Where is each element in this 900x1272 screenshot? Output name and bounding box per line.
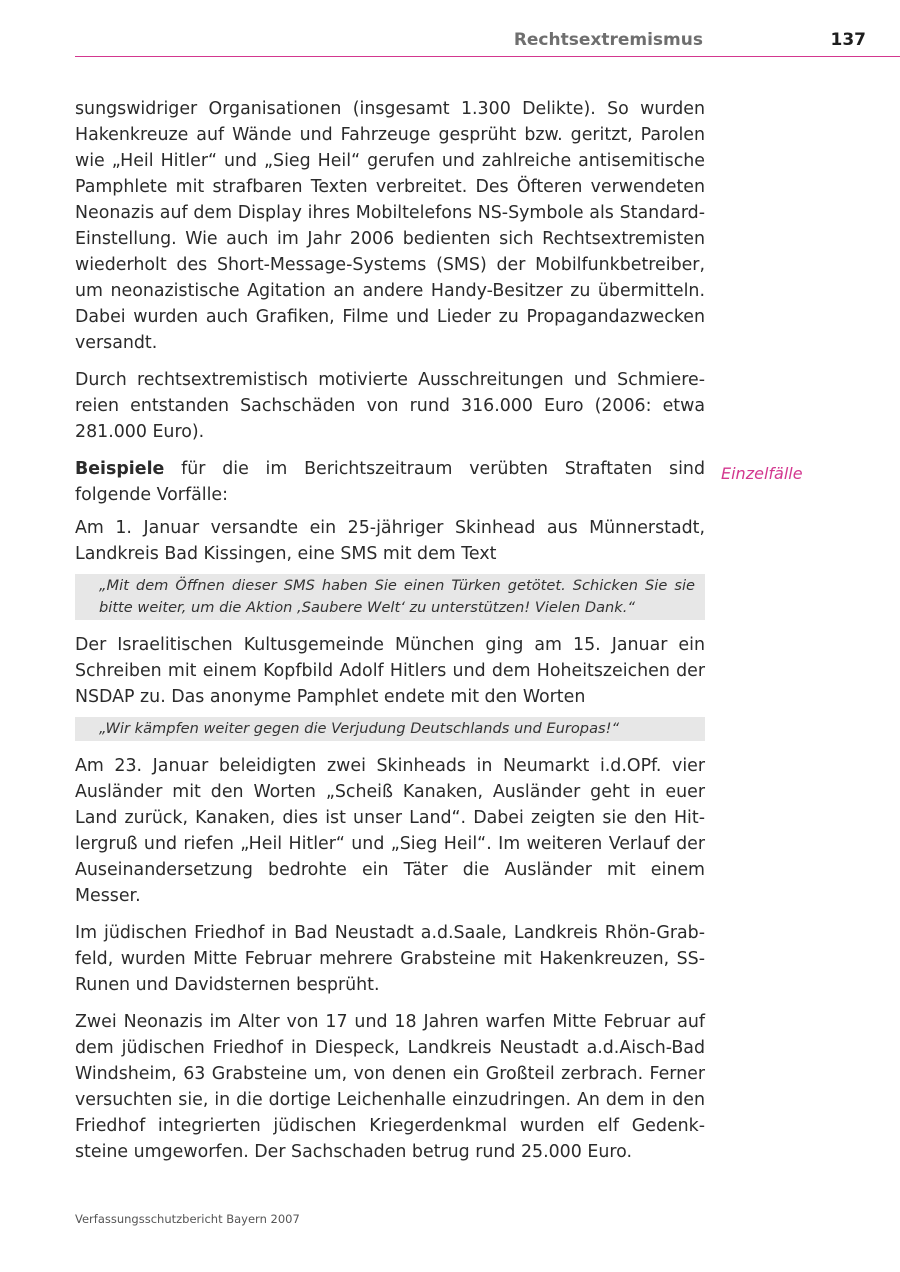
header-rule: [75, 56, 900, 57]
chapter-title: Rechtsextremismus: [513, 30, 703, 50]
margin-note: Einzelfälle: [721, 464, 803, 483]
page-footer: Verfassungsschutzbericht Bayern 2007: [75, 1212, 300, 1226]
paragraph-3-bold: Beispiele: [75, 459, 165, 479]
paragraph-7: Im jüdischen Friedhof in Bad Neustadt a.d.Saale, Landkreis Rhön-Grabfeld, wurden Mitte Februar mehrere Grabsteine mit Hakenkreuzen, SS-Runen und Davidsternen besprüht.: [75, 923, 705, 995]
paragraph-6: Am 23. Januar beleidigten zwei Skinheads in Neumarkt i.d.OPf. vier Ausländer mit den Worten „Scheiß Kanaken, Ausländer geht in euer Land zurück, Kanaken, dies ist unser Land“. Dabei zeigten sie den Hitlergruß und riefen „Heil Hitler“ und „Sieg Heil“. Im weiteren Verlauf der Auseinandersetzung bedrohte ein Täter die Ausländer mit einem Messer.: [75, 756, 705, 906]
paragraph-3: [75, 456, 705, 508]
paragraph-4: Am 1. Januar versandte ein 25-jähriger Skinhead aus Münnerstadt, Landkreis Bad Kissingen, eine SMS mit dem Text: [75, 518, 705, 564]
body-text: [75, 96, 705, 1176]
page-number: 137: [830, 30, 866, 50]
paragraph-2: Durch rechtsextremistisch motivierte Ausschreitungen und Schmierereien entstanden Sachschäden von rund 316.000 Euro (2006: etwa 281.000 Euro).: [75, 370, 705, 442]
page-header: [0, 0, 900, 60]
paragraph-8: Zwei Neonazis im Alter von 17 und 18 Jahren warfen Mitte Februar auf dem jüdischen Friedhof in Diespeck, Landkreis Neustadt a.d.Aisch-Bad Windsheim, 63 Grabsteine um, von denen ein Großteil zerbrach. Ferner versuchten sie, in die dortige Leichenhalle einzudringen. An dem in den Friedhof integrierten jüdischen Kriegerdenkmal wurden elf Gedenksteine umgeworfen. Der Sachschaden betrug rund 25.000 Euro.: [75, 1012, 705, 1162]
paragraph-5: Der Israelitischen Kultusgemeinde München ging am 15. Januar ein Schreiben mit einem Kopfbild Adolf Hitlers und dem Hoheitszeichen der NSDAP zu. Das anonyme Pamphlet endete mit den Worten: [75, 635, 705, 707]
paragraph-3-rest: für die im Berichtszeitraum verübten Straftaten sind folgende Vorfälle:: [75, 459, 705, 505]
paragraph-1: sungswidriger Organisationen (insgesamt 1.300 Delikte). So wurden Hakenkreuze auf Wände und Fahrzeuge gesprüht bzw. geritzt, Parolen wie „Heil Hitler“ und „Sieg Heil“ gerufen und zahlreiche antisemitische Pamphlete mit strafbaren Texten verbreitet. Des Öfteren verwendeten Neonazis auf dem Display ihres Mobiltelefons NS-Symbole als Standard-Einstellung. Wie auch im Jahr 2006 bedienten sich Rechtsextremisten wiederholt des Short-Message-Systems (SMS) der Mobilfunkbetreiber, um neonazistische Agitation an andere Handy-Besitzer zu übermitteln. Dabei wurden auch Grafiken, Filme und Lieder zu Propagandazwecken versandt.: [75, 99, 705, 353]
quote-pamphlet: „Wir kämpfen weiter gegen die Verjudung Deutschlands und Europas!“: [75, 717, 705, 741]
quote-sms: „Mit dem Öffnen dieser SMS haben Sie einen Türken getötet. Schicken Sie sie bitte weiter, um die Aktion ‚Saubere Welt‘ zu unterstützen! Vielen Dank.“: [75, 574, 705, 620]
